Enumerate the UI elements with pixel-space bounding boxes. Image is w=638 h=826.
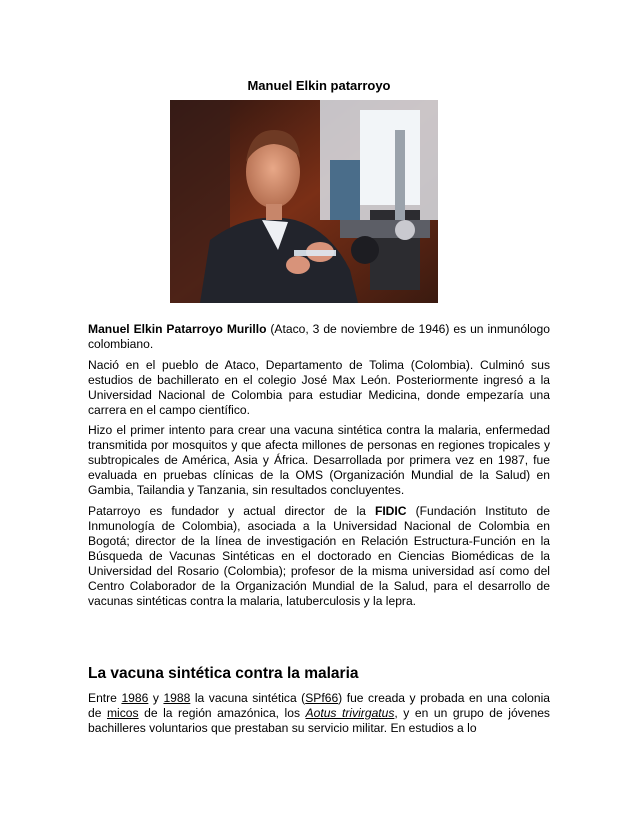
career-text-after: (Fundación Instituto de Inmunología de Colombia), asociada a la Universidad Nacional de Colombia en Bogotá; director de la línea de investigación en Relación Estructura-Función en la Búsqueda de Vacunas Sintéticas en el doctorado en Ciencias Biomédicas de la Universidad del Rosario (Colombia); profesor de la misma universidad así como del Centro Colaborador de la Organización Mundial de la Salud, para el desarrollo de vacunas sintéticas contra la malaria, latuberculosis y la lepra. [88,503,551,608]
career-paragraph [88,504,550,609]
career-text-before: Patarroyo es fundador y actual director de la [88,503,375,518]
fidic-label: FIDIC [374,503,407,518]
section-text-5: de la región amazónica, los [138,706,306,720]
section-paragraph [88,691,550,736]
section-text-4: ) fue creada y probada en una colonia de [88,691,550,720]
section-text-3: la vacuna sintética ( [190,691,306,705]
link-spf66[interactable]: SPf66 [305,691,339,705]
section-text-2: y [148,691,164,705]
person-name: Manuel Elkin Patarroyo Murillo [88,322,267,336]
portrait-photo [170,100,438,303]
section-text-6: , y en un grupo de jóvenes bachilleres voluntarios que prestaban su servicio militar. En estudios a lo [88,706,550,735]
birthplace-paragraph: Nació en el pueblo de Ataco, Departamento de Tolima (Colombia). Culminó sus estudios de bachillerato en el colegio José Max León. Posteriormente ingresó a la Universidad Nacional de Colombia para estudiar Medicina, donde empezaría una carrera en el campo científico. [88,357,550,417]
page-title: Manuel Elkin patarroyo [247,78,391,93]
portrait-photo-scientist-microscope-icon [170,100,438,303]
link-aotus-trivirgatus[interactable]: Aotus trivirgatus [305,706,395,720]
link-1988[interactable]: 1988 [163,691,191,705]
biography-text [88,322,550,614]
intro-paragraph [88,322,550,352]
vaccine-paragraph: Hizo el primer intento para crear una vacuna sintética contra la malaria, enfermedad transmitida por mosquitos y que afecta millones de personas en regiones tropicales y subtropicales de América, Asia y África. Desarrollada por primera vez en 1987, fue evaluada en pruebas clínicas de la OMS (Organización Mundial de la Salud) en Gambia, Tailandia y Tanzania, sin resultados concluyentes. [88,423,550,497]
intro-rest: (Ataco, 3 de noviembre de 1946) es un inmunólogo colombiano. [88,322,550,351]
link-micos[interactable]: micos [106,706,139,720]
section-heading: La vacuna sintética contra la malaria [88,665,359,682]
link-1986[interactable]: 1986 [121,691,149,705]
section-text-1: Entre [88,691,122,705]
